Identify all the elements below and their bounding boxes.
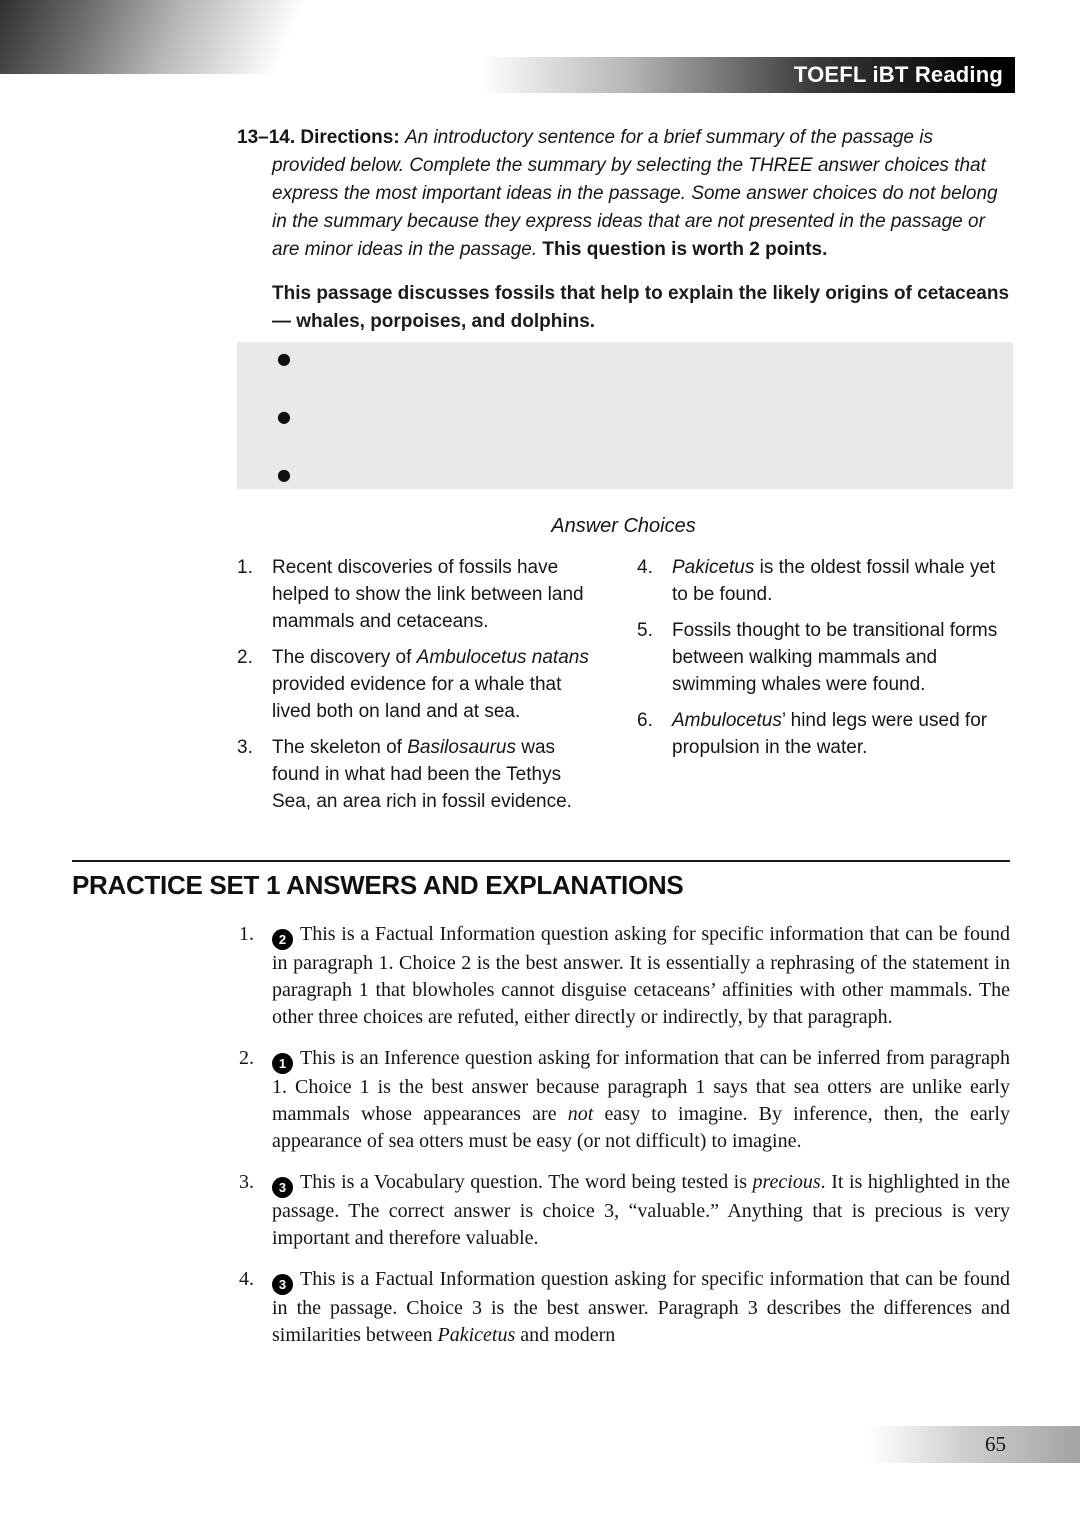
answer-slot-bullet-icon: ●: [277, 465, 291, 484]
text-segment: Pakicetus: [672, 557, 755, 578]
explanation-item-2: [239, 1045, 1010, 1155]
page-number: 65: [985, 1432, 1006, 1456]
answer-slot-bullet-icon: ●: [277, 349, 291, 368]
choice-number: 5.: [637, 620, 653, 641]
text-segment: This is a Vocabulary question. The word being tested is: [300, 1171, 753, 1193]
text-segment: and modern: [515, 1324, 616, 1346]
choice-number: 6.: [637, 710, 653, 731]
answer-slot-bullet-icon: ●: [277, 407, 291, 426]
directions-label: Directions:: [300, 127, 400, 148]
choice-number: 4.: [637, 557, 653, 578]
correct-choice-badge: 1: [272, 1053, 293, 1074]
question-number-range: 13–14.: [237, 127, 296, 148]
directions-text: An introductory sentence for a brief summary of the passage is provided below. Complete the summary by selecting the THREE answer choices that express the most important ideas in the passage. Some answer choices do not belong in the summary because they express ideas that are not presented in the passage or are minor ideas in the passage.: [272, 127, 998, 260]
text-segment: is the oldest fossil whale yet to be found.: [672, 557, 996, 605]
text-segment: precious: [752, 1171, 821, 1193]
text-segment: provided evidence for a whale that lived both on land and at sea.: [272, 674, 562, 722]
text-segment: not: [567, 1103, 594, 1125]
points-note: This question is worth 2 points.: [542, 239, 828, 260]
text-segment: Recent discoveries of fossils have helped to show the link between land mammals and cetaceans.: [272, 557, 584, 632]
explanation-item-3: [239, 1169, 1010, 1252]
text-segment: This is an Inference question asking for information that can be inferred from paragraph 1. Choice 1 is the best answer because paragraph 1 says that sea otters are unlike early mammals whose appearances are: [272, 1047, 1010, 1125]
answer-choices-right-column: [637, 554, 1010, 824]
choice-number: 2.: [237, 647, 253, 668]
text-segment: was found in what had been the Tethys Sea, an area rich in fossil evidence.: [272, 737, 572, 812]
text-segment: Pakicetus: [437, 1324, 516, 1346]
explanation-number: 3.: [239, 1171, 254, 1193]
page-header-title: TOEFL iBT Reading: [793, 62, 1003, 87]
explanation-number: 1.: [239, 923, 254, 945]
text-segment: This is a Factual Information question asking for specific information that can be found in paragraph 1. Choice 2 is the best answer. It is essentially a rephrasing of the statement in paragraph 1 that blowholes cannot disguise cetaceans’ affinities with other mammals. The other three choices are refuted, either directly or indirectly, by that paragraph.: [272, 923, 1010, 1028]
explanation-number: 2.: [239, 1047, 254, 1069]
answer-choice-4: [637, 554, 1010, 608]
explanation-item-1: [239, 921, 1010, 1031]
choice-text: [272, 734, 602, 815]
header-gradient-decoration: [0, 0, 440, 74]
correct-choice-badge: 2: [272, 929, 293, 950]
explanation-number: 4.: [239, 1268, 254, 1290]
choice-number: 1.: [237, 557, 253, 578]
choice-text: [272, 554, 602, 635]
answer-choice-3: [237, 734, 602, 815]
text-segment: Ambulocetus natans: [416, 647, 589, 668]
answer-choice-2: [237, 644, 602, 725]
text-segment: Ambulocetus: [672, 710, 782, 731]
answer-choice-1: [237, 554, 602, 635]
choice-number: 3.: [237, 737, 253, 758]
text-segment: The discovery of: [272, 647, 417, 668]
choice-text: [672, 617, 1010, 698]
footer-gradient-bar: [868, 1426, 1080, 1463]
answer-choice-6: [637, 707, 1010, 761]
header-title-bar: [480, 57, 1015, 93]
correct-choice-badge: 3: [272, 1274, 293, 1295]
explanation-text: [272, 1268, 1010, 1346]
text-segment: Fossils thought to be transitional forms between walking mammals and swimming whales were found.: [672, 620, 998, 695]
text-segment: This is a Factual Information question asking for specific information that can be found in the passage. Choice 3 is the best answer. Paragraph 3 describes the differences and similarities between: [272, 1268, 1010, 1346]
choice-text: [672, 554, 1010, 608]
explanations-list: [239, 921, 1010, 1349]
choice-text: [272, 644, 602, 725]
answer-choice-5: [637, 617, 1010, 698]
summary-intro: This passage discusses fossils that help to explain the likely origins of cetaceans— whales, porpoises, and dolphins.: [272, 283, 1010, 332]
choice-text: [672, 707, 1010, 761]
text-segment: . It is highlighted in the passage. The correct answer is choice 3, “valuable.” Anything that is precious is very important and therefore valuable.: [272, 1171, 1010, 1249]
answer-choices-left-column: [237, 554, 602, 824]
answer-choices-grid: [237, 554, 1010, 824]
text-segment: Basilosaurus: [407, 737, 516, 758]
answers-section-heading: PRACTICE SET 1 ANSWERS AND EXPLANATIONS: [72, 870, 684, 900]
explanation-item-4: [239, 1266, 1010, 1349]
directions-paragraph: [237, 124, 1010, 264]
answer-choices-title: Answer Choices: [551, 515, 696, 537]
correct-choice-badge: 3: [272, 1177, 293, 1198]
text-segment: ’ hind legs were used for propulsion in the water.: [672, 710, 988, 758]
explanation-text: [272, 923, 1010, 1028]
explanation-text: [272, 1171, 1010, 1249]
section-divider: [72, 860, 1010, 862]
text-segment: easy to imagine. By inference, then, the early appearance of sea otters must be easy (or not difficult) to imagine.: [272, 1103, 1010, 1152]
explanation-text: [272, 1047, 1010, 1152]
summary-answer-box: [237, 342, 1013, 489]
text-segment: The skeleton of: [272, 737, 408, 758]
